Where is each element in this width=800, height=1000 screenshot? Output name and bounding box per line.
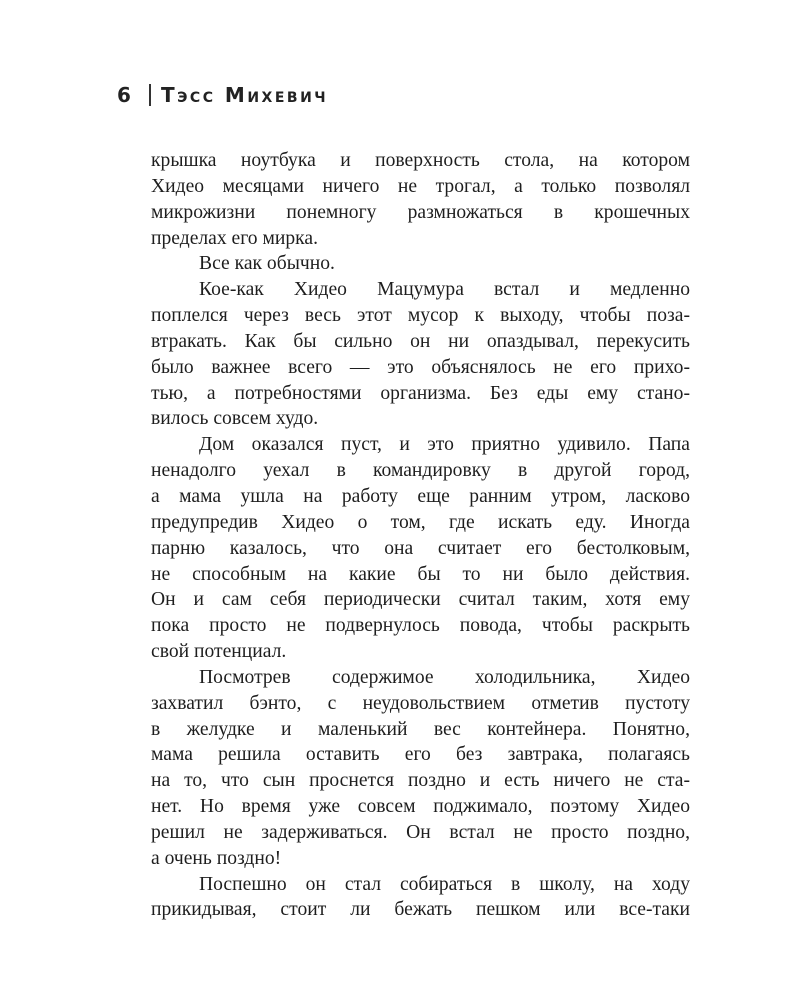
header-divider <box>149 84 151 106</box>
text-line: ненадолго уехал в командировку в другой город, <box>151 460 690 482</box>
text-line: предупредив Хидео о том, где искать еду. Иногда <box>151 511 690 533</box>
author-name: Тэсс Михевич <box>161 83 329 107</box>
text-line: Все как обычно. <box>199 253 335 275</box>
text-line: Хидео месяцами ничего не трогал, а только позволял <box>151 175 690 197</box>
page-number: 6 <box>117 83 134 107</box>
text-line: было важнее всего — это объяснялось не его прихо- <box>151 356 690 378</box>
text-line: Посмотрев содержимое холодильника, Хидео <box>199 666 690 688</box>
text-line: вилось совсем худо. <box>151 408 319 430</box>
text-line: Он и сам себя периодически считал таким, хотя ему <box>151 589 690 611</box>
text-line: пока просто не подвернулось повода, чтобы раскрыть <box>151 615 690 637</box>
text-line: пределах его мирка. <box>151 227 318 249</box>
text-line: в желудке и маленький вес контейнера. Понятно, <box>151 718 690 740</box>
text-line: тью, а потребностями организма. Без еды ему стано- <box>151 382 690 404</box>
text-line: Кое-как Хидео Мацумура встал и медленно <box>199 279 690 301</box>
text-line: поплелся через весь этот мусор к выходу, чтобы поза- <box>151 305 690 327</box>
text-line: микрожизни понемногу размножаться в крошечных <box>151 201 690 223</box>
text-line: на то, что сын проснется поздно и есть ничего не ста- <box>151 770 690 792</box>
page-body-text <box>151 148 690 923</box>
text-line: парню казалось, что она считает его бестолковым, <box>151 537 690 559</box>
text-line: а мама ушла на работу еще ранним утром, ласково <box>151 485 690 507</box>
text-line: прикидывая, стоит ли бежать пешком или все-таки <box>151 899 690 921</box>
running-header <box>117 80 328 110</box>
text-line: решил не задерживаться. Он встал не просто поздно, <box>151 821 690 843</box>
text-line: Дом оказался пуст, и это приятно удивило. Папа <box>199 434 690 456</box>
text-line: а очень поздно! <box>151 847 282 869</box>
text-line: крышка ноутбука и поверхность стола, на котором <box>151 150 690 171</box>
text-line: нет. Но время уже совсем поджимало, поэтому Хидео <box>151 796 690 818</box>
text-line: свой потенциал. <box>151 641 287 663</box>
text-line: втракать. Как бы сильно он ни опаздывал, перекусить <box>151 330 690 352</box>
text-line: Поспешно он стал собираться в школу, на ходу <box>199 873 690 895</box>
text-line: захватил бэнто, с неудовольствием отметив пустоту <box>151 692 690 714</box>
text-line: мама решила оставить его без завтрака, полагаясь <box>151 744 690 766</box>
text-line: не способным на какие бы то ни было действия. <box>151 563 690 585</box>
